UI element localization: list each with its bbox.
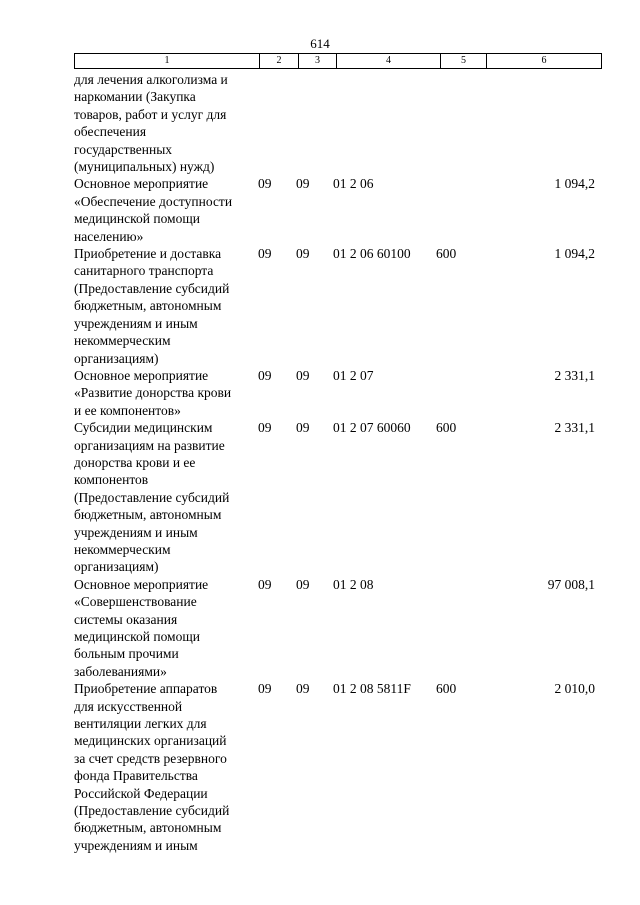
target-article-code: 01 2 06 60100: [333, 246, 411, 262]
item-name-line: (Предоставление субсидий: [74, 280, 230, 296]
item-name-line: бюджетным, автономным: [74, 820, 222, 836]
item-name-line: бюджетным, автономным: [74, 507, 222, 523]
header-col-2: 2: [260, 54, 299, 69]
header-col-1: 1: [75, 54, 260, 69]
section-code: 09: [258, 246, 272, 262]
expense-type-code: [436, 576, 481, 680]
item-name-line: наркомании (Закупка: [74, 89, 196, 105]
item-name-line: «Развитие донорства крови: [74, 385, 232, 401]
item-name-line: (муниципальных) нужд): [74, 159, 215, 175]
item-name: [74, 680, 258, 854]
item-name-line: некоммерческим: [74, 333, 171, 349]
expense-type-code: 600: [436, 246, 457, 262]
item-name-line: Основное мероприятие: [74, 576, 209, 592]
section-code: 09: [258, 367, 272, 383]
item-name-line: государственных: [74, 141, 173, 157]
item-name-line: санитарного транспорта: [74, 263, 214, 279]
item-name-line: заболеваниями»: [74, 663, 167, 679]
item-name-line: товаров, работ и услуг для: [74, 106, 227, 122]
item-name-line: компонентов: [74, 472, 149, 488]
item-name-line: медицинской помощи: [74, 629, 200, 644]
section-code: 09: [258, 176, 272, 192]
item-name-line: и ее компонентов»: [74, 402, 181, 418]
header-col-5: 5: [441, 54, 487, 69]
subsection-code: 09: [296, 420, 310, 436]
amount-value: [481, 71, 595, 175]
item-name-line: бюджетным, автономным: [74, 298, 222, 314]
page-number: 614: [310, 36, 330, 51]
amount-value: 2 010,0: [554, 681, 595, 697]
amount-value: 2 331,1: [554, 367, 595, 383]
item-name-line: организациям на развитие: [74, 437, 225, 453]
item-name-line: за счет средств резервного: [74, 750, 227, 766]
item-name-line: организациям): [74, 350, 159, 366]
item-name-line: Российской Федерации: [74, 785, 208, 801]
expense-type-code: [436, 175, 481, 245]
amount-value: 1 094,2: [554, 246, 595, 262]
table-row: [74, 175, 595, 245]
expense-type-code: 600: [436, 681, 457, 697]
item-name-line: медицинских организаций: [74, 733, 227, 749]
target-article-code: 01 2 07: [333, 367, 374, 383]
item-name: [74, 245, 258, 367]
item-name-line: Основное мероприятие: [74, 176, 209, 192]
expense-type-code: 600: [436, 420, 457, 436]
header-col-4: 4: [337, 54, 441, 69]
item-name-line: Приобретение и доставка: [74, 246, 222, 262]
item-name-line: вентиляции легких для: [74, 716, 207, 732]
expense-type-code: [436, 71, 481, 175]
item-name-line: «Обеспечение доступности: [74, 193, 233, 209]
item-name: [74, 576, 258, 680]
subsection-code: 09: [296, 246, 310, 262]
target-article-code: 01 2 07 60060: [333, 420, 411, 436]
item-name-line: некоммерческим: [74, 541, 171, 557]
table-row: [74, 576, 595, 680]
amount-value: 97 008,1: [547, 576, 595, 592]
header-col-6: 6: [487, 54, 602, 69]
column-number-header: [74, 53, 602, 69]
item-name-line: (Предоставление субсидий: [74, 489, 230, 505]
target-article-code: 01 2 08: [333, 576, 374, 592]
header-row: [75, 54, 602, 69]
item-name-line: медицинской помощи: [74, 211, 200, 227]
item-name: [74, 71, 258, 175]
item-name-line: учреждениям и иным: [74, 524, 198, 540]
item-name: [74, 419, 258, 576]
subsection-code: 09: [296, 576, 310, 592]
item-name-line: (Предоставление субсидий: [74, 803, 230, 819]
item-name-line: обеспечения: [74, 124, 147, 140]
table-row: [74, 71, 595, 175]
amount-value: 1 094,2: [554, 176, 595, 192]
item-name-line: больным прочими: [74, 646, 179, 662]
section-code: 09: [258, 681, 272, 697]
section-code: [258, 71, 296, 175]
subsection-code: 09: [296, 681, 310, 697]
table-row: [74, 419, 595, 576]
expense-type-code: [436, 367, 481, 419]
target-article-code: 01 2 08 5811F: [333, 681, 411, 697]
subsection-code: 09: [296, 367, 310, 383]
section-code: 09: [258, 420, 272, 436]
target-article-code: 01 2 06: [333, 176, 374, 192]
item-name: [74, 175, 258, 245]
item-name-line: «Совершенствование: [74, 594, 197, 610]
subsection-code: [296, 71, 333, 175]
item-name-line: Субсидии медицинским: [74, 420, 213, 436]
item-name-line: организациям): [74, 559, 159, 575]
item-name-line: Приобретение аппаратов: [74, 681, 218, 697]
item-name-line: Основное мероприятие: [74, 367, 209, 383]
item-name-line: системы оказания: [74, 611, 178, 627]
subsection-code: 09: [296, 176, 310, 192]
item-name-line: для искусственной: [74, 698, 183, 714]
header-col-3: 3: [299, 54, 337, 69]
item-name-line: учреждениям и иным: [74, 315, 198, 331]
item-name-line: донорства крови и ее: [74, 454, 196, 470]
item-name: [74, 367, 258, 419]
table-row: [74, 367, 595, 419]
item-name-line: учреждениям и иным: [74, 837, 198, 853]
item-name-line: населению»: [74, 228, 144, 244]
budget-table-body: [74, 71, 595, 854]
amount-value: 2 331,1: [554, 420, 595, 436]
table-row: [74, 680, 595, 854]
target-article-code: [333, 71, 436, 175]
section-code: 09: [258, 576, 272, 592]
table-row: [74, 245, 595, 367]
item-name-line: фонда Правительства: [74, 768, 198, 784]
item-name-line: для лечения алкоголизма и: [74, 72, 228, 87]
